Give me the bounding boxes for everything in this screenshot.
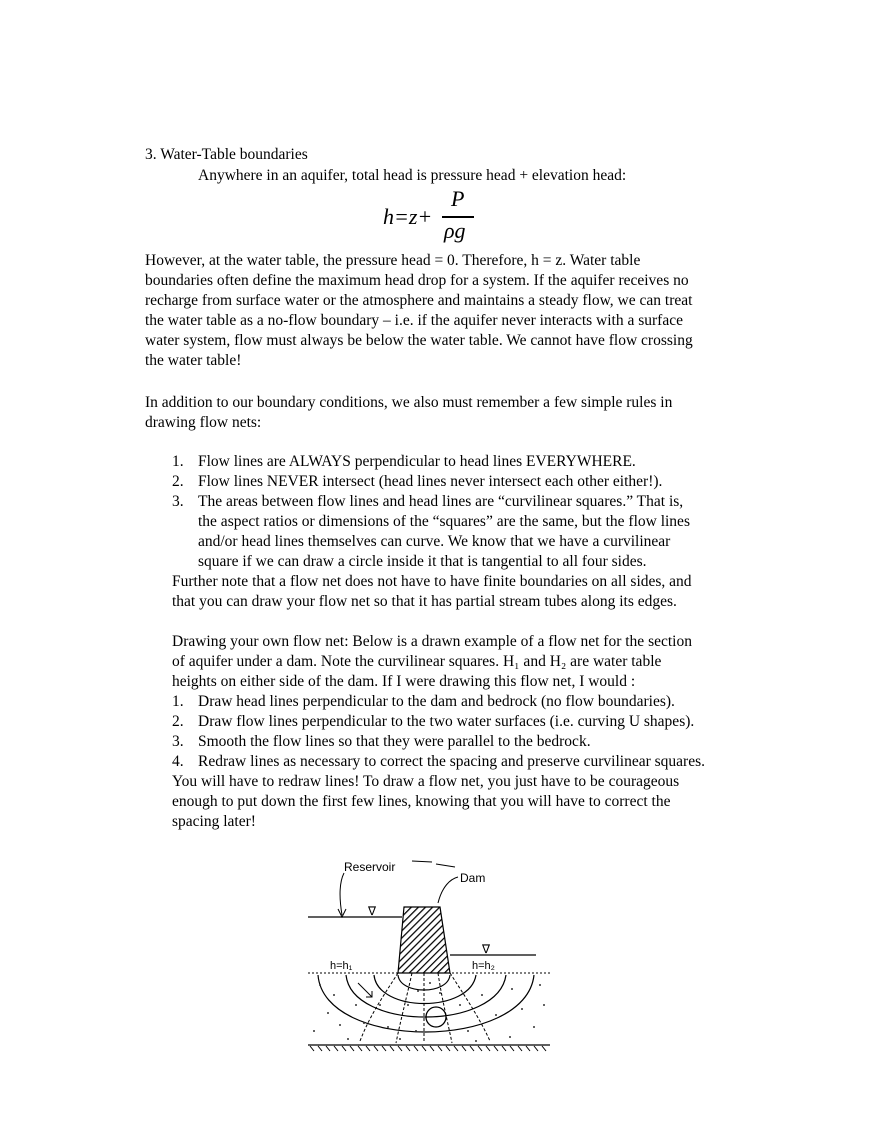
rule-text: Flow lines are ALWAYS perpendicular to head lines EVERYWHERE. [198,453,636,470]
step-number: 3. [172,733,184,750]
rule-text: The areas between flow lines and head lines are “curvilinear squares.” That is, [198,493,684,510]
formula-lhs: h=z+ [383,204,433,229]
label-dash [436,864,455,867]
paragraph-line: enough to put down the first few lines, knowing that you will have to correct the [172,793,671,810]
section-heading: 3. Water-Table boundaries [145,146,308,163]
paragraph-line: the water table as a no-flow boundary – i.e. if the aquifer never interacts with a surface [145,312,683,329]
rule-text: the aspect ratios or dimensions of the “squares” are the same, but the flow lines [198,513,690,530]
step-item [172,692,705,712]
rules-list [172,452,690,572]
step-number: 4. [172,753,184,770]
step-number: 1. [172,693,184,710]
step-text: Draw flow lines perpendicular to the two water surfaces (i.e. curving U shapes). [198,713,695,730]
h1-label: h=h₁ [330,960,353,972]
dam-leader [438,877,458,903]
head-formula [380,186,490,250]
downstream-water-symbol: ∇ [482,942,491,956]
paragraph-line: heights on either side of the dam. If I were drawing this flow net, I would : [172,673,636,690]
step-item [172,712,705,732]
reservoir-label: Reservoir [344,860,396,874]
paragraph-line: Drawing your own flow net: Below is a drawn example of a flow net for the section [172,633,692,650]
step-number: 2. [172,713,184,730]
paragraph-line: boundaries often define the maximum head drop for a system. If the aquifer receives no [145,272,689,289]
rule-item [172,472,690,492]
head-line [450,973,490,1041]
formula-denominator: ρg [444,218,466,243]
head-line [360,973,398,1041]
label-dash [412,861,432,862]
paragraph-line: the water table! [145,352,242,369]
formula-numerator: P [451,186,465,211]
bedrock-hatching [310,1046,546,1051]
head-line [396,973,412,1043]
paragraph-line: In addition to our boundary conditions, we also must remember a few simple rules in [145,394,673,411]
flow-line [374,975,476,1004]
rules-intro-paragraph [145,393,785,433]
intro-text: Anywhere in an aquifer, total head is pressure head + elevation head: [198,167,627,184]
rule-number: 3. [172,493,184,510]
drawing-instructions [172,632,705,832]
step-text: Draw head lines perpendicular to the dam and bedrock (no flow boundaries). [198,693,675,710]
flow-net-diagram [300,855,560,1055]
rule-text: square if we can draw a circle inside it that is tangential to all four sides. [198,553,647,570]
paragraph-line: Further note that a flow net does not have to have finite boundaries on all sides, and [172,573,692,590]
further-note [172,572,692,612]
paragraph-line: water system, flow must always be below the water table. We cannot have flow crossing [145,332,693,349]
step-text: Smooth the flow lines so that they were parallel to the bedrock. [198,733,591,750]
dam-label: Dam [460,871,486,885]
step-text: Redraw lines as necessary to correct the spacing and preserve curvilinear squares. [198,753,705,770]
paragraph-line: drawing flow nets: [145,414,262,431]
rule-number: 1. [172,453,184,470]
paragraph-line: spacing later! [172,813,256,830]
paragraph-line: You will have to redraw lines! To draw a flow net, you just have to be courageous [172,773,680,790]
rule-text: Flow lines NEVER intersect (head lines never intersect each other either!). [198,473,663,490]
dam-body [398,907,450,973]
flow-arrow [358,983,372,997]
rule-item [172,492,690,572]
paragraph-line: recharge from surface water or the atmosphere and maintains a steady flow, we can treat [145,292,693,309]
paragraph-line: of aquifer under a dam. Note the curvilinear squares. H₁ and H₂ are water table [172,653,662,670]
step-item [172,732,705,752]
h2-label: h=h₂ [472,960,495,972]
flow-line [398,975,450,990]
step-item [172,752,705,772]
rule-text: and/or head lines themselves can curve. We know that we have a curvilinear [198,533,671,550]
soil-stipple [313,982,545,1042]
rule-item [172,452,690,472]
rule-number: 2. [172,473,184,490]
reservoir-leader [340,873,344,915]
paragraph-line: that you can draw your flow net so that it has partial stream tubes along its edges. [172,593,677,610]
water-table-paragraph [145,251,785,371]
upstream-water-symbol: ∇ [368,904,377,918]
paragraph-line: However, at the water table, the pressure head = 0. Therefore, h = z. Water table [145,252,641,269]
